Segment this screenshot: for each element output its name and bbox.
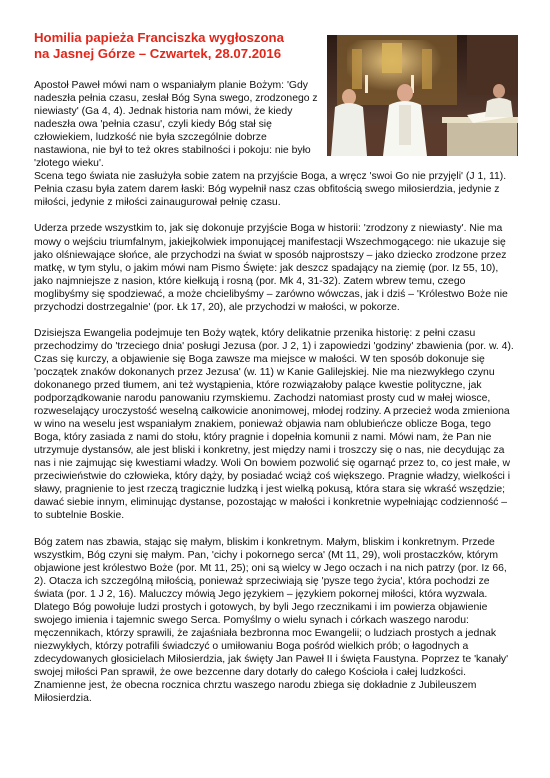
homily-body (34, 79, 518, 705)
paragraph-gap (34, 209, 518, 222)
paragraph-1-rest: Scena tego świata nie zasłużyła sobie zatem na przyjście Boga, a wręcz 'swoi Go nie przyjęli' (J 1, 11). Pełnia czasu była zatem darem łaski: Bóg wypełnił nasz czas obfitością swego miłosierdzia, jedynie z miłości, jedynie z miłości zainaugurował pełnię czasu. (34, 171, 507, 209)
page-title (34, 30, 324, 62)
paragraph-1-top: Apostoł Paweł mówi nam o wspaniałym planie Bożym: 'Gdy nadeszła pełnia czasu, zesłał Bóg Syna swego, zrodzonego z niewiasty' (Ga 4, 4). Jednak historia nam mówi, że kiedy nadeszła owa 'pełnia czasu', czyli kiedy Bóg stał się człowiekiem, ludzkość nie była szczególnie dobrze nastawiona, nie był to też okres stabilności i pokoju: nie było 'złotego wieku'. (34, 80, 318, 170)
title-line-1: Homilia papieża Franciszka wygłoszona (34, 30, 284, 45)
paragraph-2: Uderza przede wszystkim to, jak się dokonuje przyjście Boga w historii: 'zrodzony z niewiasty'. Nie ma mowy o wejściu triumfalnym, jakiejkolwiek imponującej manifestacji Wszechmogącego: nie ukazuje się jako olśniewające słońce, ale przychodzi na świat w sposób najprostszy – jako dziecko zrodzone przez matkę, w tym stylu, o jakim mówi nam Pismo Święte: jak deszcz spadający na ziemię (por. Iz 55, 10), jako najmniejsze z nasion, które kiełkują i rosną (por. Mk 4, 31-32). Zatem wbrew temu, czego moglibyśmy się spodziewać, a może chcielibyśmy – zarówno wówczas, jak i dziś – 'Królestwo Boże nie przychodzi dostrzegalnie' (por. Łk 17, 20), ale przychodzi w małości, w pokorze. (34, 223, 508, 313)
paragraph-4: Bóg zatem nas zbawia, stając się małym, bliskim i konkretnym. Małym, bliskim i konkretnym. Przede wszystkim, Bóg czyni się małym. Pan, 'cichy i pokornego serca' (Mt 11, 29), woli prostaczków, którym objawione jest królestwo Boże (por. Mt 11, 25); oni są wielcy w Jego oczach i na nich patrzy (por. Iz 66, 2). Otacza ich szczególną miłością, ponieważ sprzeciwiają się 'pysze tego życia', która pochodzi ze świata (por. 1 J 2, 16). Maluczcy mówią Jego językiem – językiem pokornej miłości, która wyzwala. Dlatego Bóg powołuje ludzi prostych i gotowych, by byli Jego rzecznikami i im powierza objawienie swojego imienia i tajemnic swego Serca. Pomyślmy o wielu synach i córkach waszego narodu: męczennikach, którzy sprawili, że zajaśniała bezbronna moc Ewangelii; o ludziach prostych a jednak niezwykłych, którzy potrafili świadczyć o umiłowaniu Boga pośród wielkich prób; o łagodnych a zdecydowanych głosicielach Miłosierdzia, jak święty Jan Paweł II i święta Faustyna. Poprzez te 'kanały' swojej miłości Pan sprawił, że owe bezcenne dary dotarły do całego Kościoła i całej ludzkości. Znamienne jest, że obecna rocznica chrztu waszego narodu zbiega się dokładnie z Jubileuszem Miłosierdzia. (34, 536, 509, 705)
paragraph-gap (34, 523, 518, 536)
title-line-2: na Jasnej Górze – Czwartek, 28.07.2016 (34, 46, 282, 61)
paragraph-3: Dzisiejsza Ewangelia podejmuje ten Boży wątek, który delikatnie przenika historię: z pełni czasu przechodzimy do 'trzeciego dnia' posługi Jezusa (por. J 2, 1) i zapowiedzi 'godziny' zbawienia (por. w. 4). Czas się kurczy, a objawienie się Boga zawsze ma miejsce w małości. W ten sposób dokonuje się 'początek znaków dokonanych przez Jezusa' (w. 11) w Kanie Galilejskiej. Nie ma niezwykłego czynu dokonanego przed tłumem, ani też wystąpienia, które rozwiązałoby palące kwestie polityczne, jak podporządkowanie narodu panowaniu rzymskiemu. Zachodzi natomiast prosty cud w małej wiosce, rozweselający uroczystość weselną całkowicie anonimowej, młodej rodziny. A przecież woda zmieniona w wino na weselu jest wspaniałym znakiem, ponieważ objawia nam oblubieńcze oblicze Boga, tego Boga, który zasiada z nami do stołu, który pragnie i dopełnia komunii z nami. Mówi nam, że Pan nie utrzymuje dystansów, ale jest bliski i konkretny, jest między nami i troszczy się o nas, nie decydując za nas i nie zajmując się kwestiami władzy. Woli On bowiem pozwolić się ogarnąć przez to, co jest małe, w przeciwieństwie do człowieka, który dąży, by posiadać wciąż coś większego. Pragnie władzy, wielkości i sławy, pragnienie to jest rzeczą tragicznie ludzką i jest wielką pokusą, która stara się wkraść wszędzie; dawać siebie innym, eliminując dystanse, pozostając w małości i konkretnie wypełniając codzienność – to subtelnie Boskie. (34, 327, 514, 522)
paragraph-gap (34, 314, 518, 327)
